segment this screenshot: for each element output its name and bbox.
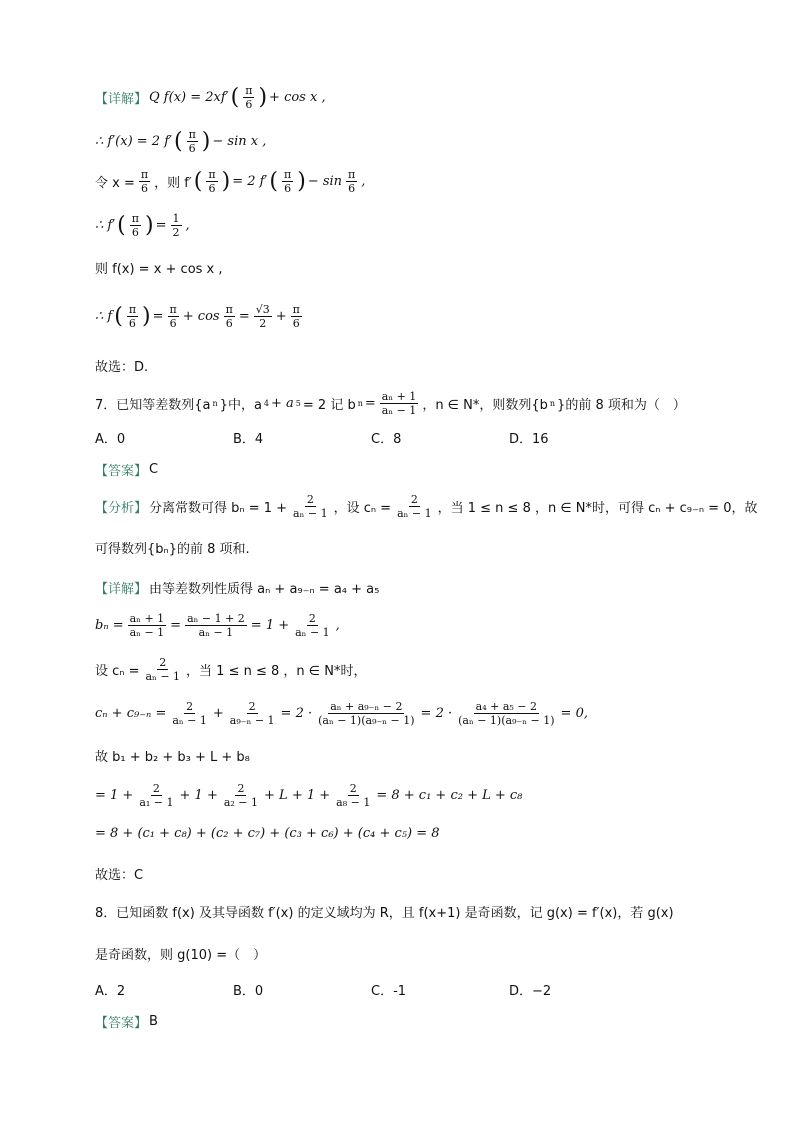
solution6-line6: ∴ f ( $\frac{\pi}{6}$ ) = $\frac{\pi}{6}$ + cos $\frac{\pi}{6}$ = $\frac{√3}{2}$ + $\frac{\pi}{6}$ [95, 303, 300, 330]
choice-c: C．8 [371, 432, 402, 447]
solution6-line5: 则 f(x) = x + cos x , [95, 262, 223, 277]
fraction: $\frac{√3}{2}$ [255, 303, 270, 330]
fraction: $\frac{\text{aₙ + a₉₋ₙ − 2}}{\text{(aₙ − 1)(a₉₋ₙ − 1)}}$ [318, 700, 415, 727]
fraction: $\frac{\pi}{6}$ [283, 168, 292, 195]
fraction: $\frac{\pi}{6}$ [208, 168, 216, 195]
choice-c: C．-1 [371, 984, 407, 999]
question7-answer: 【答案】 C [95, 462, 159, 479]
fraction: $\frac{\text{aₙ + 1}}{\text{aₙ − 1}}$ [129, 612, 165, 639]
question7-analysis-line2: 可得数列{bₙ}的前 8 项和. [95, 542, 250, 557]
choice-d: D．−2 [509, 984, 552, 999]
fraction: $\frac{\pi}{6}$ [131, 212, 139, 239]
fraction: $\frac{2}{\text{aₙ − 1}}$ [397, 493, 432, 520]
solution6-line3: 令 x = $\frac{\pi}{6}$ ，则 f′ ( $\frac{\pi}{6}$ ) = 2 f′ ( $\frac{\pi}{6}$ ) − sin $\frac{\pi}{6}$ , [95, 168, 366, 195]
solution6-line4: ∴ f′ ( $\frac{\pi}{6}$ ) = $\frac{1}{2}$ , [95, 212, 190, 239]
question7-detail-line6: = 1 + $\frac{2}{\text{a₁ − 1}}$ + 1 + $\frac{2}{\text{a₂ − 1}}$ + L + 1 + $\frac{2}{\text{a₈ − 1}}$ = 8 + c₁ + c₂ + L + c₈ [95, 782, 523, 809]
fraction: $\frac{2}{\text{aₙ − 1}}$ [295, 612, 330, 639]
question7-analysis-line1: 【分析】 分离常数可得 bₙ = 1 + $\frac{2}{\text{aₙ − 1}}$ ，设 cₙ = $\frac{2}{\text{aₙ − 1}}$ ，当 1 ≤ n ≤ 8 ，n ∈ N*时，可得 cₙ + c₉₋ₙ = 0，故 [95, 493, 758, 520]
fraction: $\frac{\pi}{6}$ [245, 84, 253, 111]
fraction: $\frac{2}{\text{aₙ − 1}}$ [172, 700, 207, 727]
answer-tag: 【答案】 [95, 1016, 148, 1031]
answer-tag: 【答案】 [95, 464, 148, 479]
analysis-tag: 【分析】 [95, 501, 148, 516]
solution6-line1: 【详解】 Q f(x) = 2xf′ ( $\frac{\pi}{6}$ ) + cos x , [95, 84, 326, 111]
fraction: $\frac{2}{\text{aₙ − 1}}$ [145, 656, 181, 683]
solution6-line2: ∴ f′(x) = 2 f′ ( $\frac{\pi}{6}$ ) − sin x , [95, 128, 267, 155]
fraction: $\frac{2}{\text{a₉₋ₙ − 1}}$ [229, 700, 275, 727]
fraction: $\frac{\pi}{6}$ [169, 303, 177, 330]
choice-a: A．0 [95, 432, 126, 447]
fraction: $\frac{\text{aₙ − 1 + 2}}{\text{aₙ − 1}}$ [187, 612, 245, 639]
fraction: $\frac{\pi}{6}$ [140, 168, 149, 195]
choice-b: B．4 [233, 432, 264, 447]
question8-stem-line2: 是奇函数，则 g(10) =（ ） [95, 948, 267, 963]
question7-detail-line4: cₙ + c₉₋ₙ = $\frac{2}{\text{aₙ − 1}}$ + $\frac{2}{\text{a₉₋ₙ − 1}}$ = 2 · $\frac{\text{aₙ + a₉₋ₙ − 2}}{\text{(aₙ − 1)(a₉₋ₙ − 1)}}$ = 2 · $\frac{\text{a₄ + a₅ − 2}}{\text{(aₙ − 1)(a₉₋ₙ − 1)}}$ = 0, [95, 700, 588, 727]
choice-d: D．16 [509, 432, 549, 447]
question8-stem-line1: 8．已知函数 f(x) 及其导函数 f′(x) 的定义域均为 R，且 f(x+1) 是奇函数，记 g(x) = f′(x)，若 g(x) [95, 906, 674, 921]
question8-choices [95, 980, 647, 999]
fraction: $\frac{2}{\text{a₁ − 1}}$ [139, 782, 174, 809]
question7-detail-line3: 设 cₙ = $\frac{2}{\text{aₙ − 1}}$ ，当 1 ≤ n ≤ 8 ，n ∈ N*时， [95, 656, 367, 683]
fraction: $\frac{\pi}{6}$ [128, 303, 137, 330]
choice-a: A．2 [95, 984, 126, 999]
question7-choices [95, 428, 647, 447]
fraction: $\frac{\pi}{6}$ [292, 303, 300, 330]
question7-choice: 故选：C [95, 868, 144, 883]
choice-b: B．0 [233, 984, 264, 999]
fraction: $\frac{2}{\text{aₙ − 1}}$ [293, 493, 328, 520]
fraction: $\frac{\pi}{6}$ [225, 303, 233, 330]
fraction: $\frac{\pi}{6}$ [348, 168, 356, 195]
question7-detail-line2: bₙ = $\frac{\text{aₙ + 1}}{\text{aₙ − 1}}$ = $\frac{\text{aₙ − 1 + 2}}{\text{aₙ − 1}}$ = 1 + $\frac{2}{\text{aₙ − 1}}$ , [95, 612, 340, 639]
detail-tag: 【详解】 [95, 92, 148, 107]
fraction: $\frac{1}{2}$ [172, 212, 180, 239]
fraction: $\frac{2}{\text{a₂ − 1}}$ [223, 782, 259, 809]
fraction: $\frac{\text{a₄ + a₅ − 2}}{\text{(aₙ − 1)(a₉₋ₙ − 1)}}$ [458, 700, 555, 727]
question7-detail-line7: = 8 + (c₁ + c₈) + (c₂ + c₇) + (c₃ + c₆) + (c₄ + c₅) = 8 [95, 826, 440, 841]
fraction: $\frac{\text{aₙ + 1}}{\text{aₙ − 1}}$ [381, 390, 417, 417]
fraction: $\frac{2}{\text{a₈ − 1}}$ [336, 782, 371, 809]
question7-detail-line5: 故 b₁ + b₂ + b₃ + L + b₈ [95, 750, 250, 765]
question7-stem: 7．已知等差数列{a n }中，a 4 + a 5 = 2 记 b n = $\frac{\text{aₙ + 1}}{\text{aₙ − 1}}$ ，n ∈ N*，则数列{b n }的前 8 项和为（ ） [95, 390, 686, 417]
solution6-choice: 故选：D. [95, 360, 149, 375]
detail-tag: 【详解】 [95, 582, 148, 597]
question7-detail-line1: 【详解】 由等差数列性质得 aₙ + a₉₋ₙ = a₄ + a₅ [95, 578, 379, 597]
question8-answer: 【答案】 B [95, 1014, 158, 1031]
fraction: $\frac{\pi}{6}$ [188, 128, 196, 155]
